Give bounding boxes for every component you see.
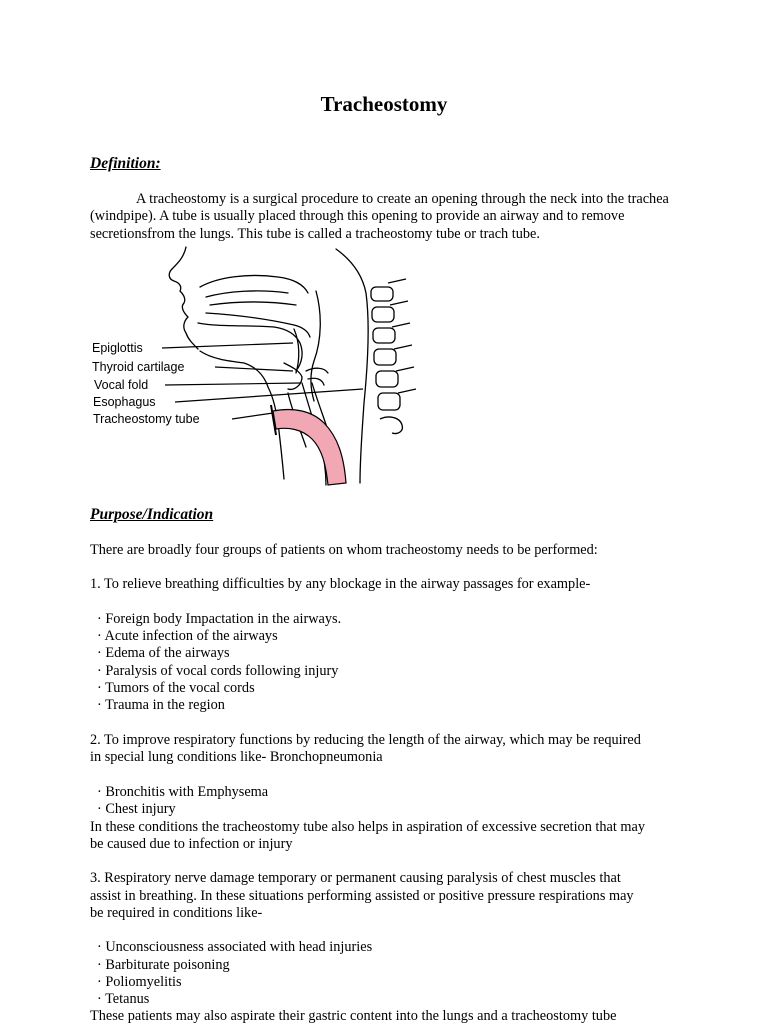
group2-line2: in special lung conditions like- Bronchopneumonia — [90, 749, 383, 765]
label-thyroid-cartilage: Thyroid cartilage — [92, 360, 185, 374]
group3-last-line: These patients may also aspirate their gastric content into the lungs and a tracheostomy tube — [90, 1008, 617, 1024]
group2-note-line1: In these conditions the tracheostomy tube also helps in aspiration of excessive secretion that may — [90, 819, 646, 835]
vocal-fold-leader — [165, 383, 300, 385]
group3-line2: assist in breathing. In these situations performing assisted or positive pressure respirations may — [90, 888, 634, 904]
vertebrae — [371, 279, 416, 434]
face-profile-outline — [169, 247, 198, 349]
group3-bullet: · Unconsciousness associated with head injuries — [97, 939, 373, 955]
purpose-heading: Purpose/Indication — [90, 506, 214, 523]
group1-bullet: · Acute infection of the airways — [97, 628, 278, 644]
group3-line3: be required in conditions like- — [90, 905, 263, 921]
group2-note-line2: be caused due to infection or injury — [90, 836, 293, 852]
tube-leader — [232, 413, 273, 419]
group1-bullet: · Trauma in the region — [97, 697, 225, 713]
group1-bullet: · Paralysis of vocal cords following injury — [97, 663, 339, 679]
tracheostomy-diagram — [88, 243, 433, 488]
group3-bullet: · Tetanus — [97, 991, 150, 1007]
group1-bullet: · Edema of the airways — [97, 645, 230, 661]
group3-line1: 3. Respiratory nerve damage temporary or permanent causing paralysis of chest muscles that — [90, 870, 621, 886]
group3-bullet: · Poliomyelitis — [97, 974, 182, 990]
definition-paragraph: A tracheostomy is a surgical procedure to create an opening through the neck into the trachea (windpipe). A tube is usually placed through this opening to provide an airway and to remove secretionsfrom the lungs. This tube is called a tracheostomy tube or trach tube. — [90, 191, 669, 242]
group1-text: 1. To relieve breathing difficulties by any blockage in the airway passages for example- — [90, 576, 591, 592]
epiglottis-leader — [162, 343, 293, 348]
page-title: Tracheostomy — [320, 92, 448, 116]
label-tracheostomy-tube: Tracheostomy tube — [93, 412, 200, 426]
neck-back — [336, 249, 368, 483]
label-vocal-fold: Vocal fold — [94, 378, 149, 392]
group1-bullet: · Foreign body Impactation in the airways. — [97, 611, 342, 627]
purpose-intro: There are broadly four groups of patients on whom tracheostomy needs to be performed: — [90, 542, 598, 558]
group2-bullet: · Bronchitis with Emphysema — [97, 784, 269, 800]
esophagus-leader — [175, 389, 363, 402]
group3-bullet: · Barbiturate poisoning — [97, 957, 230, 973]
group2-bullet: · Chest injury — [97, 801, 176, 817]
definition-heading: Definition: — [90, 155, 161, 172]
group2-line1: 2. To improve respiratory functions by reducing the length of the airway, which may be required — [90, 732, 641, 748]
group1-bullet: · Tumors of the vocal cords — [97, 680, 255, 696]
label-epiglottis: Epiglottis — [92, 341, 143, 355]
label-esophagus: Esophagus — [93, 395, 156, 409]
